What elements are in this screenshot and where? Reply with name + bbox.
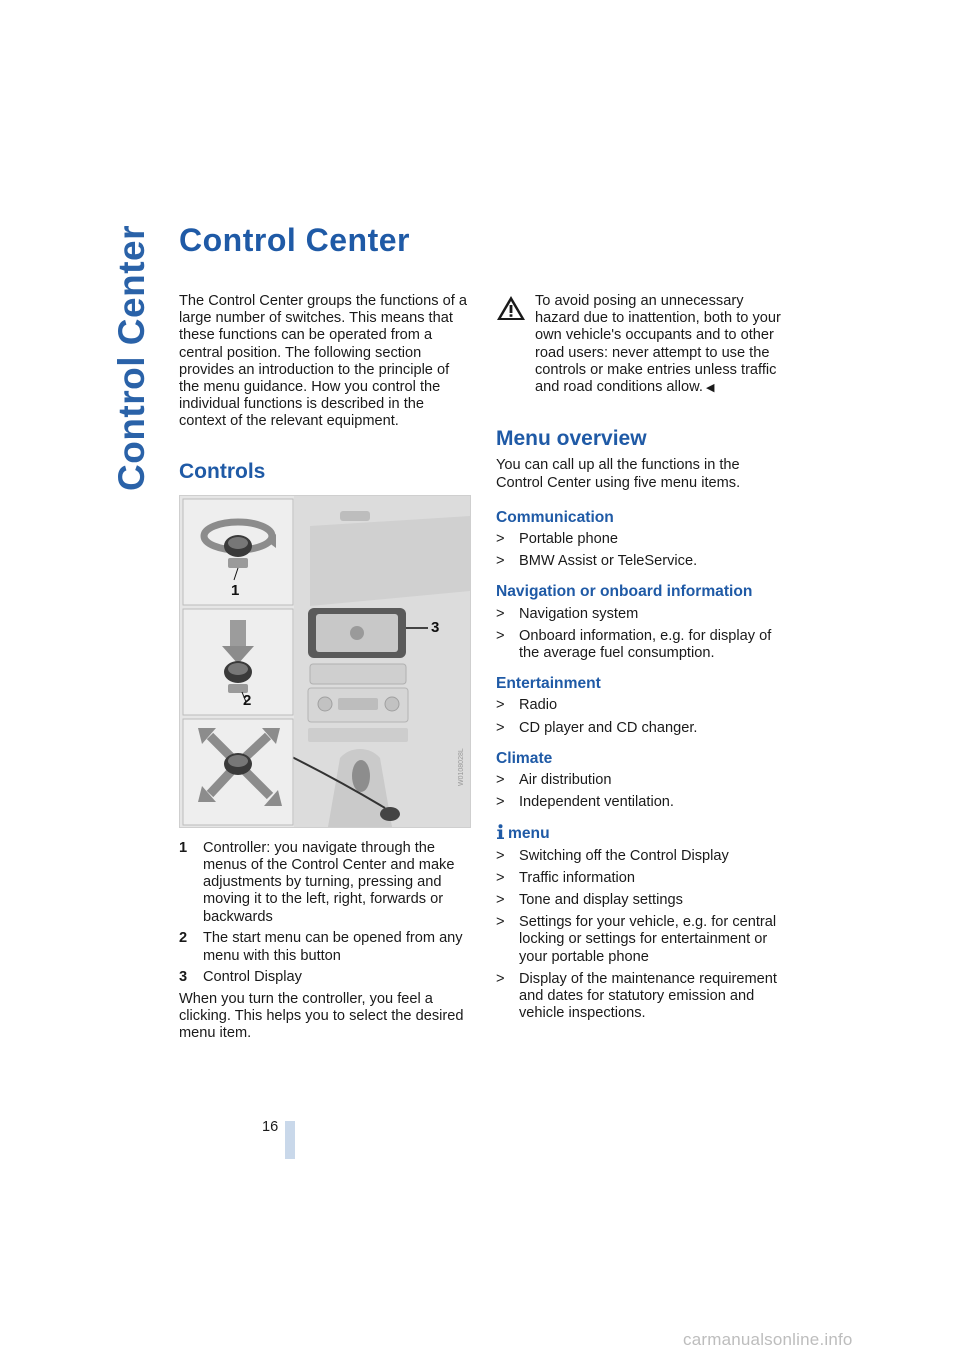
list-item: 1 Controller: you navigate through the menus of the Control Center and make adjustments by turning, pressing and moving it to the left, right, forwards or backwards bbox=[179, 839, 455, 925]
figure-code: W0108028L bbox=[458, 748, 465, 786]
page-title: Control Center bbox=[179, 222, 410, 258]
section-info-menu: menu bbox=[496, 824, 788, 842]
list-item: > Traffic information bbox=[496, 869, 635, 886]
figure-label-3: 3 bbox=[431, 618, 440, 636]
info-menu-list bbox=[496, 848, 788, 1023]
controls-list bbox=[179, 840, 471, 987]
list-item: > Onboard information, e.g. for display of the average fuel consumption. bbox=[496, 627, 772, 662]
list-item: > Settings for your vehicle, e.g. for central locking or settings for entertainment or your portable phone bbox=[496, 914, 777, 965]
list-item: > Switching off the Control Display bbox=[496, 847, 729, 864]
communication-list bbox=[496, 531, 788, 570]
chapter-side-title: Control Center bbox=[111, 225, 152, 491]
list-item: > Independent ventilation. bbox=[496, 794, 674, 811]
list-item: > Navigation system bbox=[496, 605, 639, 622]
figure-label-2: 2 bbox=[243, 691, 252, 709]
list-item: > BMW Assist or TeleService. bbox=[496, 553, 698, 570]
warning-text: To avoid posing an unnecessary hazard due to inattention, both to your own vehicle's occupants and to other road users: never attempt to use the controls or make entries unless traffic and road conditions allow. bbox=[535, 293, 781, 396]
figure-label-1: 1 bbox=[231, 581, 240, 599]
section-navigation: Navigation or onboard information bbox=[496, 583, 753, 601]
climate-list bbox=[496, 772, 788, 811]
menu-overview-intro: You can call up all the functions in the Control Center using five menu items. bbox=[496, 457, 741, 491]
section-climate: Climate bbox=[496, 749, 553, 767]
menu-overview-heading: Menu overview bbox=[496, 427, 647, 451]
page-bar bbox=[285, 1121, 295, 1159]
list-item: > CD player and CD changer. bbox=[496, 719, 698, 736]
list-item: 3 Control Display bbox=[179, 969, 302, 986]
watermark: carmanualsonline.info bbox=[683, 1330, 853, 1349]
page-number: 16 bbox=[262, 1119, 279, 1135]
controller-figure bbox=[179, 495, 471, 828]
entertainment-list bbox=[496, 697, 788, 736]
warning-note bbox=[496, 293, 788, 397]
section-communication: Communication bbox=[496, 508, 614, 526]
end-mark-icon: ◀ bbox=[705, 382, 715, 395]
right-column bbox=[496, 293, 788, 1028]
controls-heading: Controls bbox=[179, 459, 266, 483]
list-item: > Air distribution bbox=[496, 772, 612, 789]
controller-illustration bbox=[180, 496, 470, 827]
list-item: > Tone and display settings bbox=[496, 892, 683, 909]
navigation-list bbox=[496, 606, 788, 663]
section-entertainment: Entertainment bbox=[496, 675, 601, 693]
info-i-icon bbox=[496, 824, 505, 840]
intro-paragraph: The Control Center groups the functions of a large number of switches. This means that these functions can be operated from a central position. The following section provides an introduction to the principle of the menu guidance. How you control the individual functions is described in the context of the relevant equipment. bbox=[179, 293, 467, 430]
controls-closing: When you turn the controller, you feel a clicking. This helps you to select the desired menu item. bbox=[179, 990, 464, 1042]
list-item: > Portable phone bbox=[496, 531, 618, 548]
list-item: 2 The start menu can be opened from any menu with this button bbox=[179, 930, 463, 964]
warning-icon bbox=[496, 295, 526, 321]
left-column bbox=[179, 293, 471, 1043]
list-item: > Radio bbox=[496, 697, 558, 714]
list-item: > Display of the maintenance requirement and dates for statutory emission and vehicle inspections. bbox=[496, 970, 777, 1022]
